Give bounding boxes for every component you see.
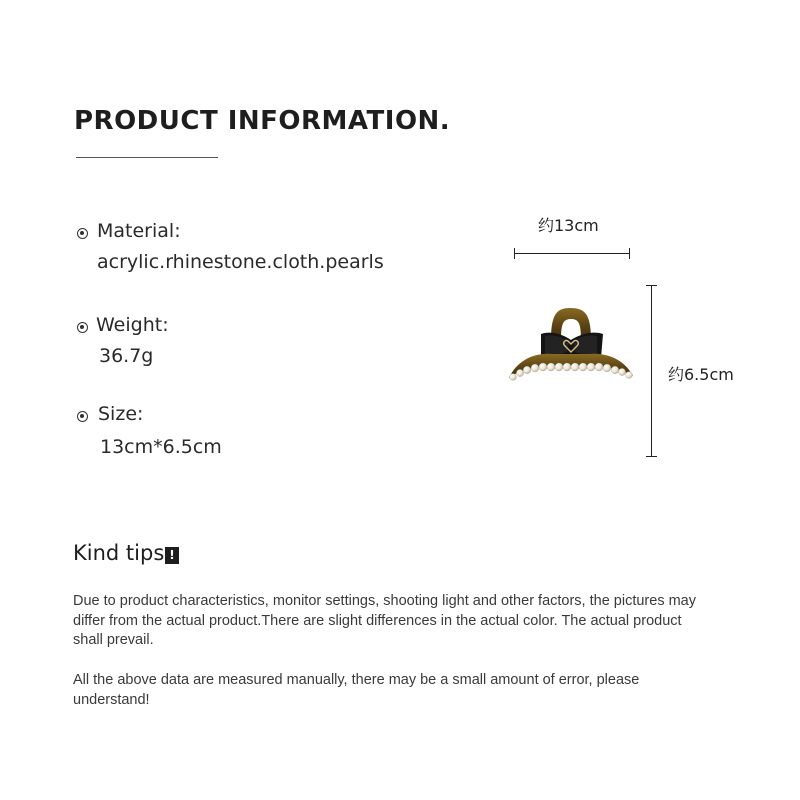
kind-tips-heading: Kind tips [73, 541, 165, 565]
material-label: Material: [97, 220, 181, 242]
page-title: PRODUCT INFORMATION. [74, 106, 451, 136]
bullet-icon [77, 322, 88, 333]
title-divider [76, 157, 218, 158]
bullet-icon [77, 411, 88, 422]
measurement-note-paragraph: All the above data are measured manually, there may be a small amount of error, please understand! [73, 672, 640, 708]
weight-label: Weight: [96, 314, 169, 336]
bullet-icon [77, 228, 88, 239]
height-dimension-line [651, 285, 652, 457]
disclaimer-paragraph: Due to product characteristics, monitor settings, shooting light and other factors, the pictures may differ from the actual product.There are slight differences in the actual color. The actual product shall prevail. [73, 593, 696, 648]
hair-claw-clip-image [505, 300, 637, 388]
width-dimension-line [514, 253, 630, 254]
width-dimension-label: 约13cm [538, 216, 599, 235]
size-label: Size: [98, 403, 144, 425]
weight-value: 36.7g [99, 345, 154, 367]
exclamation-icon: ! [165, 547, 179, 564]
material-value: acrylic.rhinestone.cloth.pearls [97, 251, 384, 273]
size-value: 13cm*6.5cm [100, 436, 222, 458]
height-dimension-label: 约6.5cm [668, 365, 734, 384]
